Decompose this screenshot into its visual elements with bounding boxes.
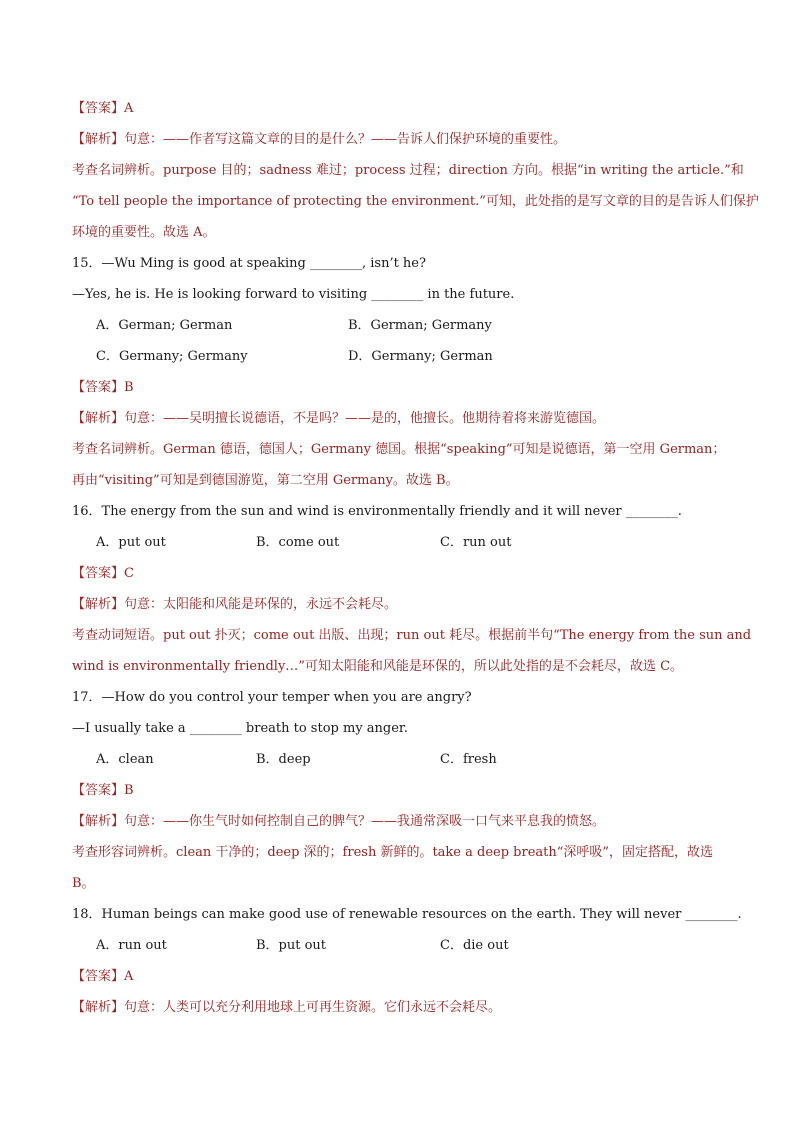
option-item: A．German; German xyxy=(96,318,233,333)
answer-text: B xyxy=(124,783,134,798)
analysis-text: 句意：——你生气时如何控制自己的脾气？——我通常深吸一口气来平息我的愤怒。 xyxy=(124,814,606,829)
explanation-line: 环境的重要性。故选 A。 xyxy=(72,225,216,240)
option-item: B．put out xyxy=(256,938,327,953)
explanation-line: B。 xyxy=(72,876,95,891)
option-item: A．put out xyxy=(96,535,166,550)
explanation-line: 再由“visiting”可知是到德国游览，第二空用 Germany。故选 B。 xyxy=(72,473,459,488)
option-item: A．clean xyxy=(96,752,154,767)
explanation-line: 考查形容词辨析。clean 干净的；deep 深的；fresh 新鲜的。take a deep breath“深呼吸”，固定搭配，故选 xyxy=(72,845,714,860)
options-row xyxy=(0,534,794,552)
options-row xyxy=(0,317,794,335)
answer-tag: 【答案】 xyxy=(72,783,125,798)
options-row xyxy=(0,937,794,955)
analysis-text: 句意：人类可以充分利用地球上可再生资源。它们永远不会耗尽。 xyxy=(124,1000,502,1015)
analysis-text: 句意：——作者写这篇文章的目的是什么？——告诉人们保护环境的重要性。 xyxy=(124,132,567,147)
explanation-line: 考查名词辨析。German 德语，德国人；Germany 德国。根据“speaking”可知是说德语，第一空用 German； xyxy=(72,442,726,457)
answer-tag: 【答案】 xyxy=(72,101,125,116)
option-item: B．German; Germany xyxy=(348,318,492,333)
explanation-line: 考查名词辨析。purpose 目的；sadness 难过；process 过程；direction 方向。根据“in writing the article.”和 xyxy=(72,163,744,178)
explanation-line: 考查动词短语。put out 扑灭；come out 出版、出现；run out 耗尽。根据前半句“The energy from the sun and xyxy=(72,628,752,643)
answer-line xyxy=(72,379,134,397)
answer-line xyxy=(72,968,133,986)
option-item: C．Germany; Germany xyxy=(96,349,248,364)
option-item: B．come out xyxy=(256,535,340,550)
options-row xyxy=(0,348,794,366)
question-line: —I usually take a ________ breath to stop my anger. xyxy=(72,721,408,736)
analysis-tag: 【解析】 xyxy=(72,597,125,612)
analysis-line xyxy=(72,813,605,831)
analysis-line xyxy=(72,410,605,428)
analysis-line xyxy=(72,999,501,1017)
option-item: A．run out xyxy=(96,938,167,953)
analysis-line xyxy=(72,131,566,149)
analysis-tag: 【解析】 xyxy=(72,1000,125,1015)
analysis-tag: 【解析】 xyxy=(72,814,125,829)
question-line: 18．Human beings can make good use of renewable resources on the earth. They will never ________. xyxy=(72,907,742,922)
answer-tag: 【答案】 xyxy=(72,380,125,395)
answer-line xyxy=(72,100,133,118)
analysis-tag: 【解析】 xyxy=(72,132,125,147)
question-line: 16．The energy from the sun and wind is environmentally friendly and it will never ________. xyxy=(72,504,682,519)
analysis-text: 句意：太阳能和风能是环保的，永远不会耗尽。 xyxy=(124,597,398,612)
answer-text: C xyxy=(124,566,134,581)
question-line: —Yes, he is. He is looking forward to visiting ________ in the future. xyxy=(72,287,515,302)
question-line: 15．—Wu Ming is good at speaking ________, isn’t he? xyxy=(72,256,426,271)
explanation-line: “To tell people the importance of protecting the environment.”可知，此处指的是写文章的目的是告诉人们保护 xyxy=(72,194,759,209)
answer-tag: 【答案】 xyxy=(72,566,125,581)
question-line: 17．—How do you control your temper when you are angry? xyxy=(72,690,472,705)
answer-text: A xyxy=(124,101,134,116)
option-item: D．Germany; German xyxy=(348,349,493,364)
analysis-tag: 【解析】 xyxy=(72,411,125,426)
answer-line xyxy=(72,782,134,800)
answer-line xyxy=(72,565,134,583)
answer-text: A xyxy=(124,969,134,984)
analysis-line xyxy=(72,596,397,614)
answer-tag: 【答案】 xyxy=(72,969,125,984)
option-item: C．die out xyxy=(440,938,509,953)
option-item: C．run out xyxy=(440,535,512,550)
option-item: B．deep xyxy=(256,752,311,767)
options-row xyxy=(0,751,794,769)
explanation-line: wind is environmentally friendly…”可知太阳能和风能是环保的，所以此处指的是不会耗尽，故选 C。 xyxy=(72,659,684,674)
analysis-text: 句意：——吴明擅长说德语，不是吗？——是的，他擅长。他期待着将来游览德国。 xyxy=(124,411,606,426)
answer-text: B xyxy=(124,380,134,395)
option-item: C．fresh xyxy=(440,752,497,767)
